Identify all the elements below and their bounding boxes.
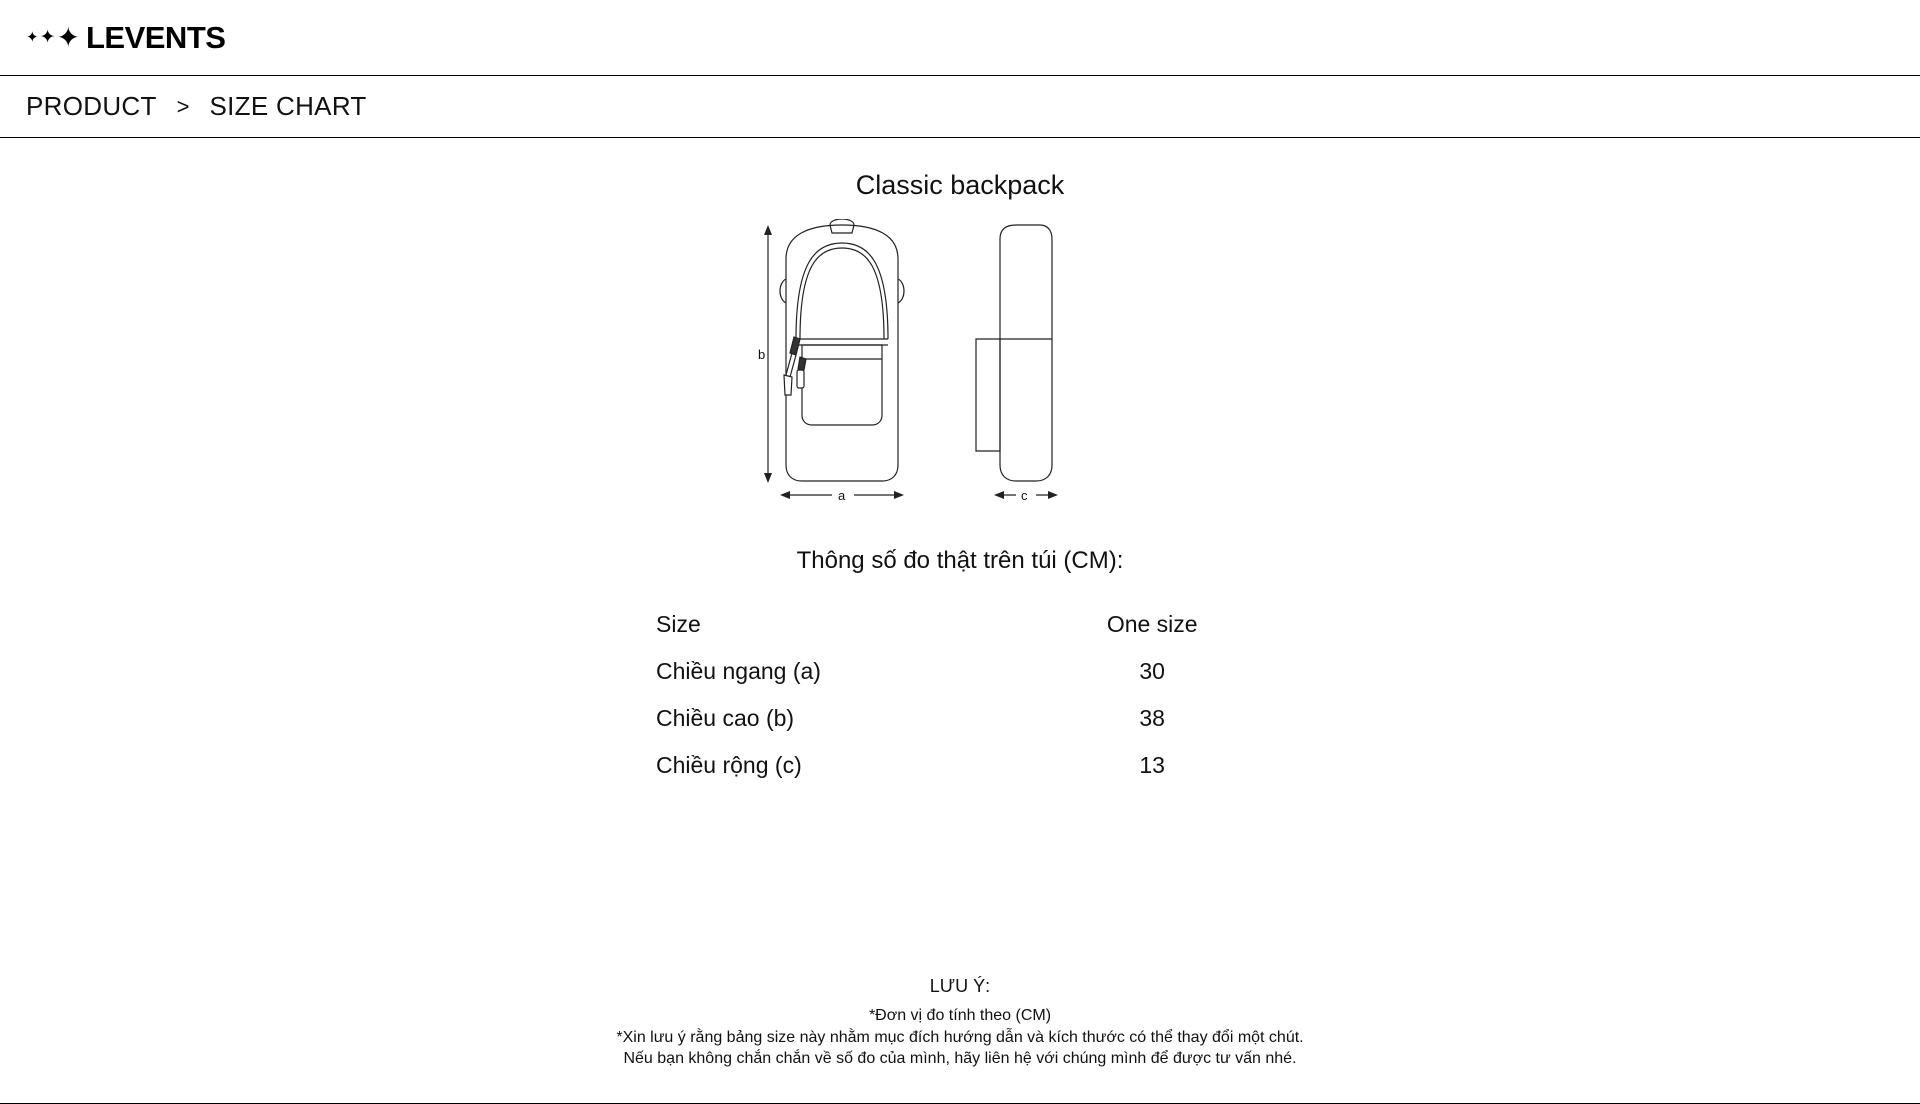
star-icon: ✦: [39, 27, 56, 48]
table-row: [650, 648, 1270, 695]
table-header-row: [650, 601, 1270, 648]
diagram-label-height: b: [758, 347, 766, 362]
star-icon: ✦: [26, 29, 39, 46]
star-icon: ✦: [56, 21, 80, 53]
measurements-heading: Thông số đo thật trên túi (CM):: [796, 547, 1124, 574]
diagram-label-width: a: [838, 488, 846, 503]
notes-section: [0, 976, 1920, 1070]
backpack-svg: [750, 219, 1170, 509]
site-header: [0, 0, 1920, 76]
main-content: [0, 170, 1920, 1104]
row-label-height: Chiều cao (b): [656, 705, 795, 731]
row-value-width: 30: [1139, 658, 1165, 684]
row-value-depth: 13: [1139, 752, 1165, 778]
table-header-size: Size: [656, 611, 701, 637]
breadcrumb-item-product[interactable]: PRODUCT: [26, 91, 157, 121]
page-title: Classic backpack: [855, 170, 1065, 200]
row-value-height: 38: [1139, 705, 1165, 731]
table-row: [650, 742, 1270, 789]
notes-line-unit: *Đơn vị đo tính theo (CM): [868, 1007, 1052, 1025]
breadcrumb-separator-icon: >: [176, 93, 190, 119]
breadcrumb-item-size-chart[interactable]: SIZE CHART: [209, 91, 367, 121]
size-chart-table: [650, 601, 1270, 789]
table-header-one-size: One size: [1106, 611, 1198, 637]
brand-stars: [26, 21, 80, 53]
row-label-width: Chiều ngang (a): [656, 658, 821, 684]
notes-title: LƯU Ý:: [929, 976, 991, 997]
backpack-diagram: [0, 219, 1920, 509]
brand-name: LEVENTS: [85, 19, 226, 55]
notes-line-disclaimer: *Xin lưu ý rằng bảng size này nhằm mục đích hướng dẫn và kích thước có thể thay đổi một chút.: [616, 1028, 1304, 1046]
breadcrumb: [0, 76, 1920, 138]
row-label-depth: Chiều rộng (c): [656, 752, 802, 778]
notes-line-contact: Nếu bạn không chắn chắn về số đo của mình, hãy liên hệ với chúng mình để được tư vấn nhé.: [623, 1050, 1297, 1068]
brand-logo[interactable]: [26, 20, 225, 56]
diagram-label-depth: c: [1021, 488, 1028, 503]
table-row: [650, 695, 1270, 742]
